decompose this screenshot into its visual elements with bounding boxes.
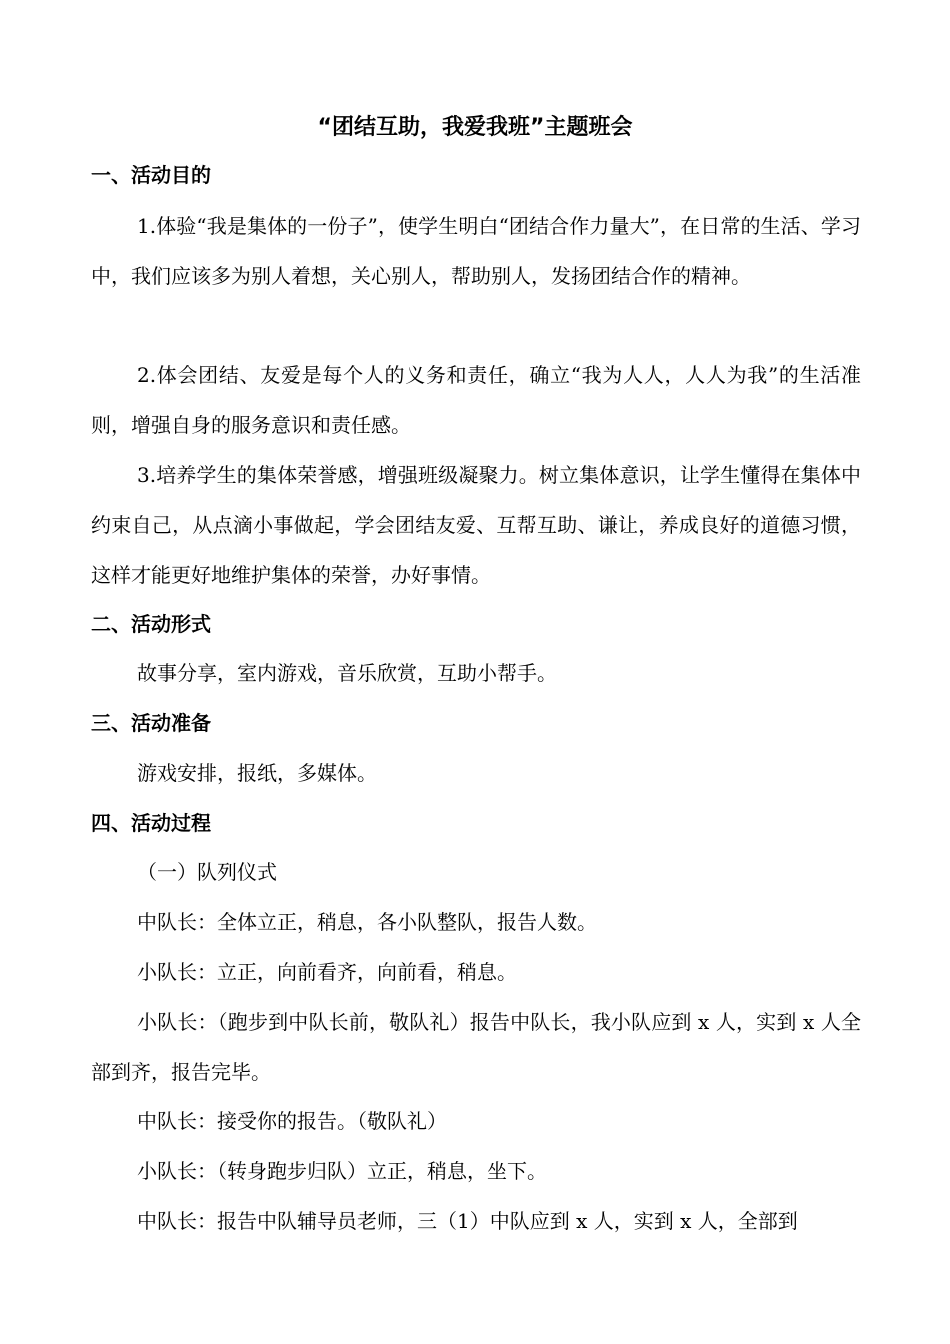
- dialogue-line: 小队长：（跑步到中队长前，敬队礼）报告中队长，我小队应到 x 人，实到 x 人全部到齐，报告完毕。: [91, 1010, 861, 1084]
- purpose-paragraph-3: 3.培养学生的集体荣誉感，增强班级凝聚力。树立集体意识，让学生懂得在集体中约束自己，从点滴小事做起，学会团结友爱、互帮互助、谦让，养成良好的道德习惯，这样才能更好地维护集体的荣誉，办好事情。: [91, 463, 861, 587]
- section-heading-process: 四、活动过程: [91, 811, 211, 835]
- purpose-paragraph-1: 1.体验“我是集体的一份子”，使学生明白“团结合作力量大”，在日常的生活、学习中，我们应该多为别人着想，关心别人，帮助别人，发扬团结合作的精神。: [91, 214, 861, 288]
- dialogue-line: 中队长：接受你的报告。（敬队礼）: [137, 1109, 447, 1133]
- process-subheading-formation: （一）队列仪式: [137, 860, 277, 884]
- format-paragraph: 故事分享，室内游戏，音乐欣赏，互助小帮手。: [137, 661, 557, 685]
- section-heading-format: 二、活动形式: [91, 612, 211, 636]
- purpose-paragraph-2: 2.体会团结、友爱是每个人的义务和责任，确立“我为人人，人人为我”的生活准则，增强自身的服务意识和责任感。: [91, 363, 861, 437]
- dialogue-line: 小队长：立正，向前看齐，向前看，稍息。: [137, 960, 517, 984]
- dialogue-line: 中队长：报告中队辅导员老师，三（1）中队应到 x 人，实到 x 人，全部到: [137, 1209, 798, 1233]
- dialogue-line: 中队长：全体立正，稍息，各小队整队，报告人数。: [137, 910, 597, 934]
- section-heading-preparation: 三、活动准备: [91, 711, 211, 735]
- section-heading-purpose: 一、活动目的: [91, 163, 211, 187]
- document-title: “团结互助，我爱我班”主题班会: [317, 115, 633, 140]
- dialogue-line: 小队长：（转身跑步归队）立正，稍息，坐下。: [137, 1159, 547, 1183]
- preparation-paragraph: 游戏安排，报纸，多媒体。: [137, 761, 377, 785]
